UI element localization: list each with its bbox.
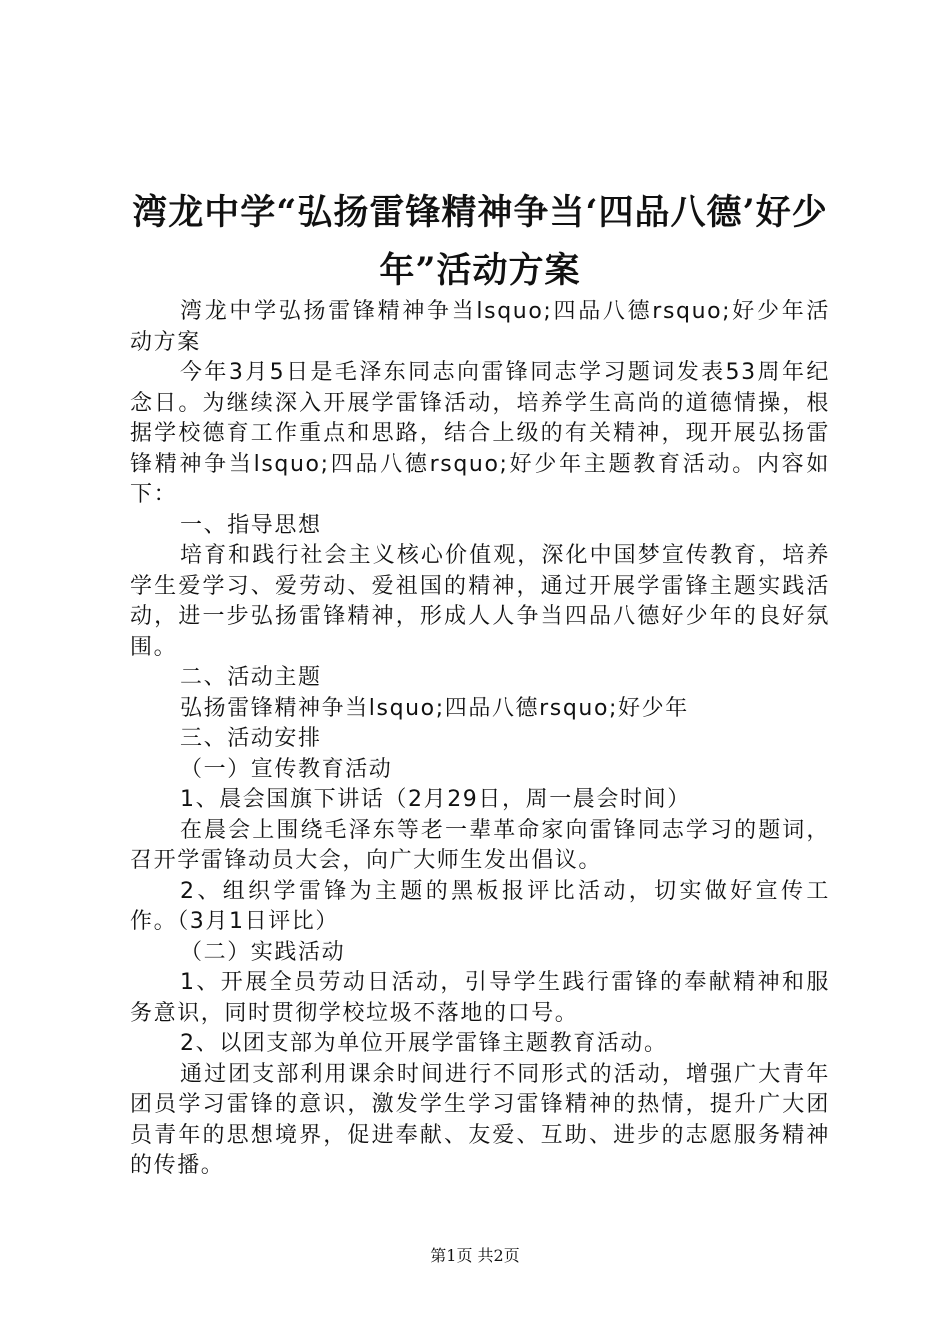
document-body <box>130 297 830 1182</box>
paragraph-guiding-thought: 培育和践行社会主义核心价值观，深化中国梦宣传教育，培养学生爱学习、爱劳动、爱祖国的精神，通过开展学雷锋主题实践活动，进一步弘扬雷锋精神，形成人人争当四品八德好少年的良好氛围。 <box>130 543 830 660</box>
list-item-morning-speech: 1、晨会国旗下讲话（2月29日，周一晨会时间） <box>180 787 691 812</box>
list-item-blackboard: 2、组织学雷锋为主题的黑板报评比活动，切实做好宣传工作。（3月1日评比） <box>130 878 830 934</box>
paragraph-theme: 弘扬雷锋精神争当lsquo;四品八德rsquo;好少年 <box>180 695 689 721</box>
paragraph-doc-heading: 湾龙中学弘扬雷锋精神争当lsquo;四品八德rsquo;好少年活动方案 <box>130 299 830 355</box>
list-item-labor-day: 1、开展全员劳动日活动，引导学生践行雷锋的奉献精神和服务意识，同时贯彻学校垃圾不落地的口号。 <box>130 970 830 1026</box>
section-heading-theme: 二、活动主题 <box>180 665 322 690</box>
paragraph-morning-speech: 在晨会上围绕毛泽东等老一辈革命家向雷锋同志学习的题词，召开学雷锋动员大会，向广大师生发出倡议。 <box>130 817 830 873</box>
document-title: 湾龙中学“弘扬雷锋精神争当‘四品八德’好少年”活动方案 <box>132 192 828 291</box>
section-heading-guiding-thought: 一、指导思想 <box>180 512 322 538</box>
subheading-publicity: （一）宣传教育活动 <box>180 756 393 782</box>
paragraph-league-branch: 通过团支部利用课余时间进行不同形式的活动，增强广大青年团员学习雷锋的意识，激发学生学习雷锋精神的热情，提升广大团员青年的思想境界，促进奉献、友爱、互助、进步的志愿服务精神的传播。 <box>130 1061 830 1178</box>
page-footer: 第1页 共2页 <box>430 1246 520 1265</box>
paragraph-intro: 今年3月5日是毛泽东同志向雷锋同志学习题词发表53周年纪念日。为继续深入开展学雷锋活动，培养学生高尚的道德情操，根据学校德育工作重点和思路，结合上级的有关精神，现开展弘扬雷锋精神争当lsquo;四品八德rsquo;好少年主题教育活动。内容如下： <box>130 360 830 507</box>
section-heading-arrangement: 三、活动安排 <box>180 726 322 751</box>
list-item-league-branch: 2、以团支部为单位开展学雷锋主题教育活动。 <box>180 1031 668 1056</box>
subheading-practice: （二）实践活动 <box>180 939 346 965</box>
